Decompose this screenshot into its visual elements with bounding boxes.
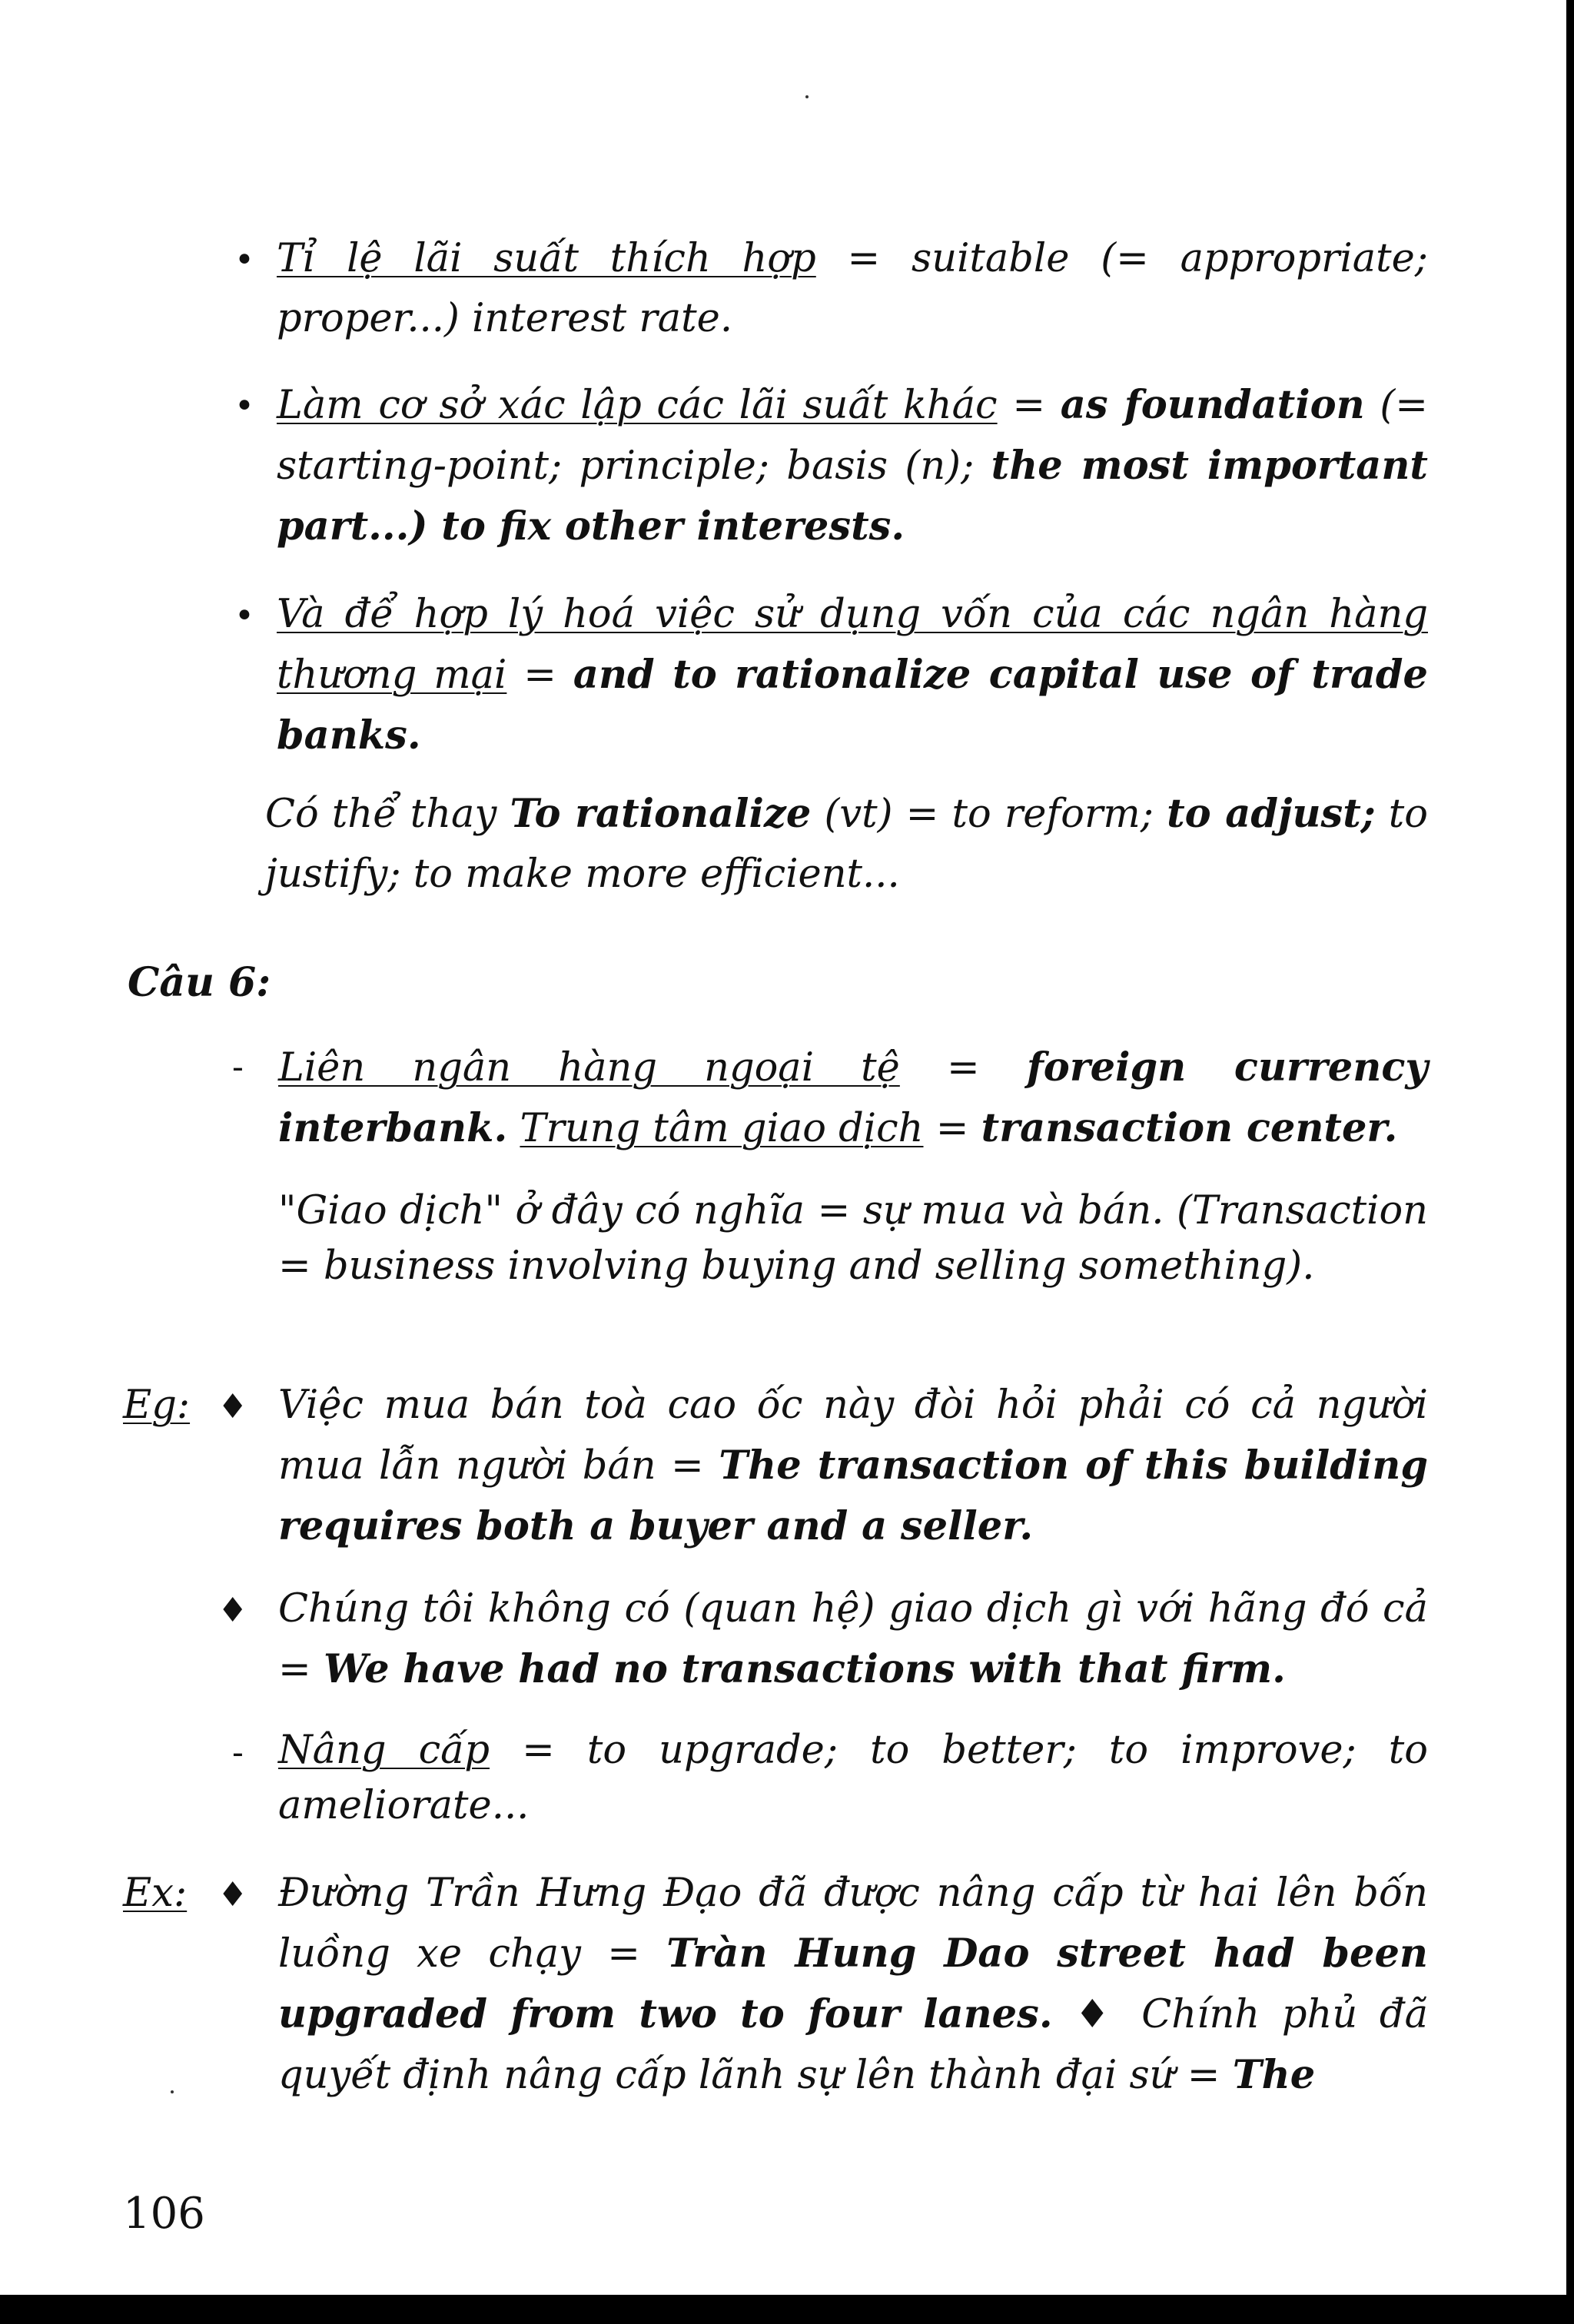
english-translation: as foundation xyxy=(1060,382,1365,428)
note-text: (vt) = to reform; xyxy=(811,792,1167,837)
vietnamese-sentence: Chúng tôi không có (quan hệ) giao dịch gì với hãng đó cả = xyxy=(278,1586,1428,1692)
bullet-item xyxy=(277,585,1428,766)
english-translation: The xyxy=(1232,2052,1316,2098)
bullet-marker: • xyxy=(234,596,254,636)
vietnamese-phrase: Và để hợp lý hoá việc sử dụng vốn của các ngân hàng thương mại xyxy=(277,592,1428,698)
dash-marker: - xyxy=(232,1733,244,1772)
bullet-item xyxy=(277,375,1428,557)
english-translation: the most important part...) to fix other interests. xyxy=(277,443,1428,549)
vietnamese-phrase: Trung tâm giao dịch xyxy=(520,1106,924,1151)
english-translation: and to rationalize capital use of trade banks. xyxy=(277,652,1428,759)
page-edge-bottom xyxy=(0,2295,1574,2324)
example-item xyxy=(278,1579,1428,1700)
vietnamese-phrase: Nâng cấp xyxy=(278,1728,490,1773)
example-item xyxy=(278,1376,1428,1557)
definition-text: = to upgrade; to better; to improve; to ameliorate... xyxy=(278,1728,1428,1828)
english-translation: transaction center. xyxy=(981,1105,1398,1151)
diamond-marker: ♦ xyxy=(218,1591,248,1630)
equals-sign: = xyxy=(506,652,573,698)
definition-text: = suitable (= appropriate; proper...) interest rate. xyxy=(277,236,1428,341)
dash-marker: - xyxy=(232,1047,244,1087)
note-text: to justify; to make more efficient... xyxy=(265,792,1428,897)
diamond-marker: ♦ xyxy=(218,1875,248,1914)
diamond-marker: ♦ xyxy=(218,1387,248,1426)
vietnamese-sentence: Việc mua bán toà cao ốc này đòi hỏi phải có cả người mua lẫn người bán = xyxy=(278,1383,1428,1489)
vietnamese-sentence: ♦ Chính phủ đã quyết định nâng cấp lãnh sự lên thành đại sứ = xyxy=(278,1992,1428,2098)
english-translation: Tràn Hung Dao street had been upgraded from two to four lanes. xyxy=(278,1931,1428,2037)
equals-sign: = xyxy=(997,383,1061,428)
equals-sign: = xyxy=(899,1045,1027,1091)
vietnamese-sentence: Đường Trần Hưng Đạo đã được nâng cấp từ hai lên bốn luồng xe chạy = xyxy=(278,1871,1428,1977)
bullet-marker: • xyxy=(234,241,254,280)
vietnamese-phrase: Tỉ lệ lãi suất thích hợp xyxy=(277,236,816,281)
dash-item xyxy=(278,1038,1428,1159)
note-paragraph: "Giao dịch" ở đây có nghĩa = sự mua và bán. (Transaction = business involving buying and selling something). xyxy=(278,1188,1428,1289)
bullet-item xyxy=(277,229,1428,349)
english-translation: We have had no transactions with that firm. xyxy=(323,1646,1286,1692)
section-heading: Câu 6: xyxy=(128,959,271,1006)
page-edge-right xyxy=(1566,0,1574,2324)
spacer xyxy=(507,1106,520,1151)
english-translation: foreign currency interbank. xyxy=(278,1044,1429,1151)
scan-speck xyxy=(171,2090,174,2093)
dash-item xyxy=(278,1723,1428,1834)
vietnamese-phrase: Làm cơ sở xác lập các lãi suất khác xyxy=(277,383,998,428)
definition-text: (= starting-point; principle; basis (n); xyxy=(277,383,1429,489)
example-label: Ex: xyxy=(123,1871,188,1916)
bullet-marker: • xyxy=(234,387,254,426)
note-text: Có thể thay xyxy=(265,792,510,837)
page-number: 106 xyxy=(123,2189,205,2239)
english-translation: The transaction of this building requires both a buyer and a seller. xyxy=(278,1443,1428,1549)
scan-speck xyxy=(805,95,809,98)
equals-sign: = xyxy=(923,1106,981,1151)
note-paragraph xyxy=(265,784,1428,905)
vietnamese-phrase: Liên ngân hàng ngoại tệ xyxy=(278,1045,900,1091)
example-label: Eg: xyxy=(123,1383,191,1428)
example-item xyxy=(278,1864,1428,2106)
english-term: To rationalize xyxy=(510,791,812,837)
english-term: to adjust; xyxy=(1167,791,1376,837)
